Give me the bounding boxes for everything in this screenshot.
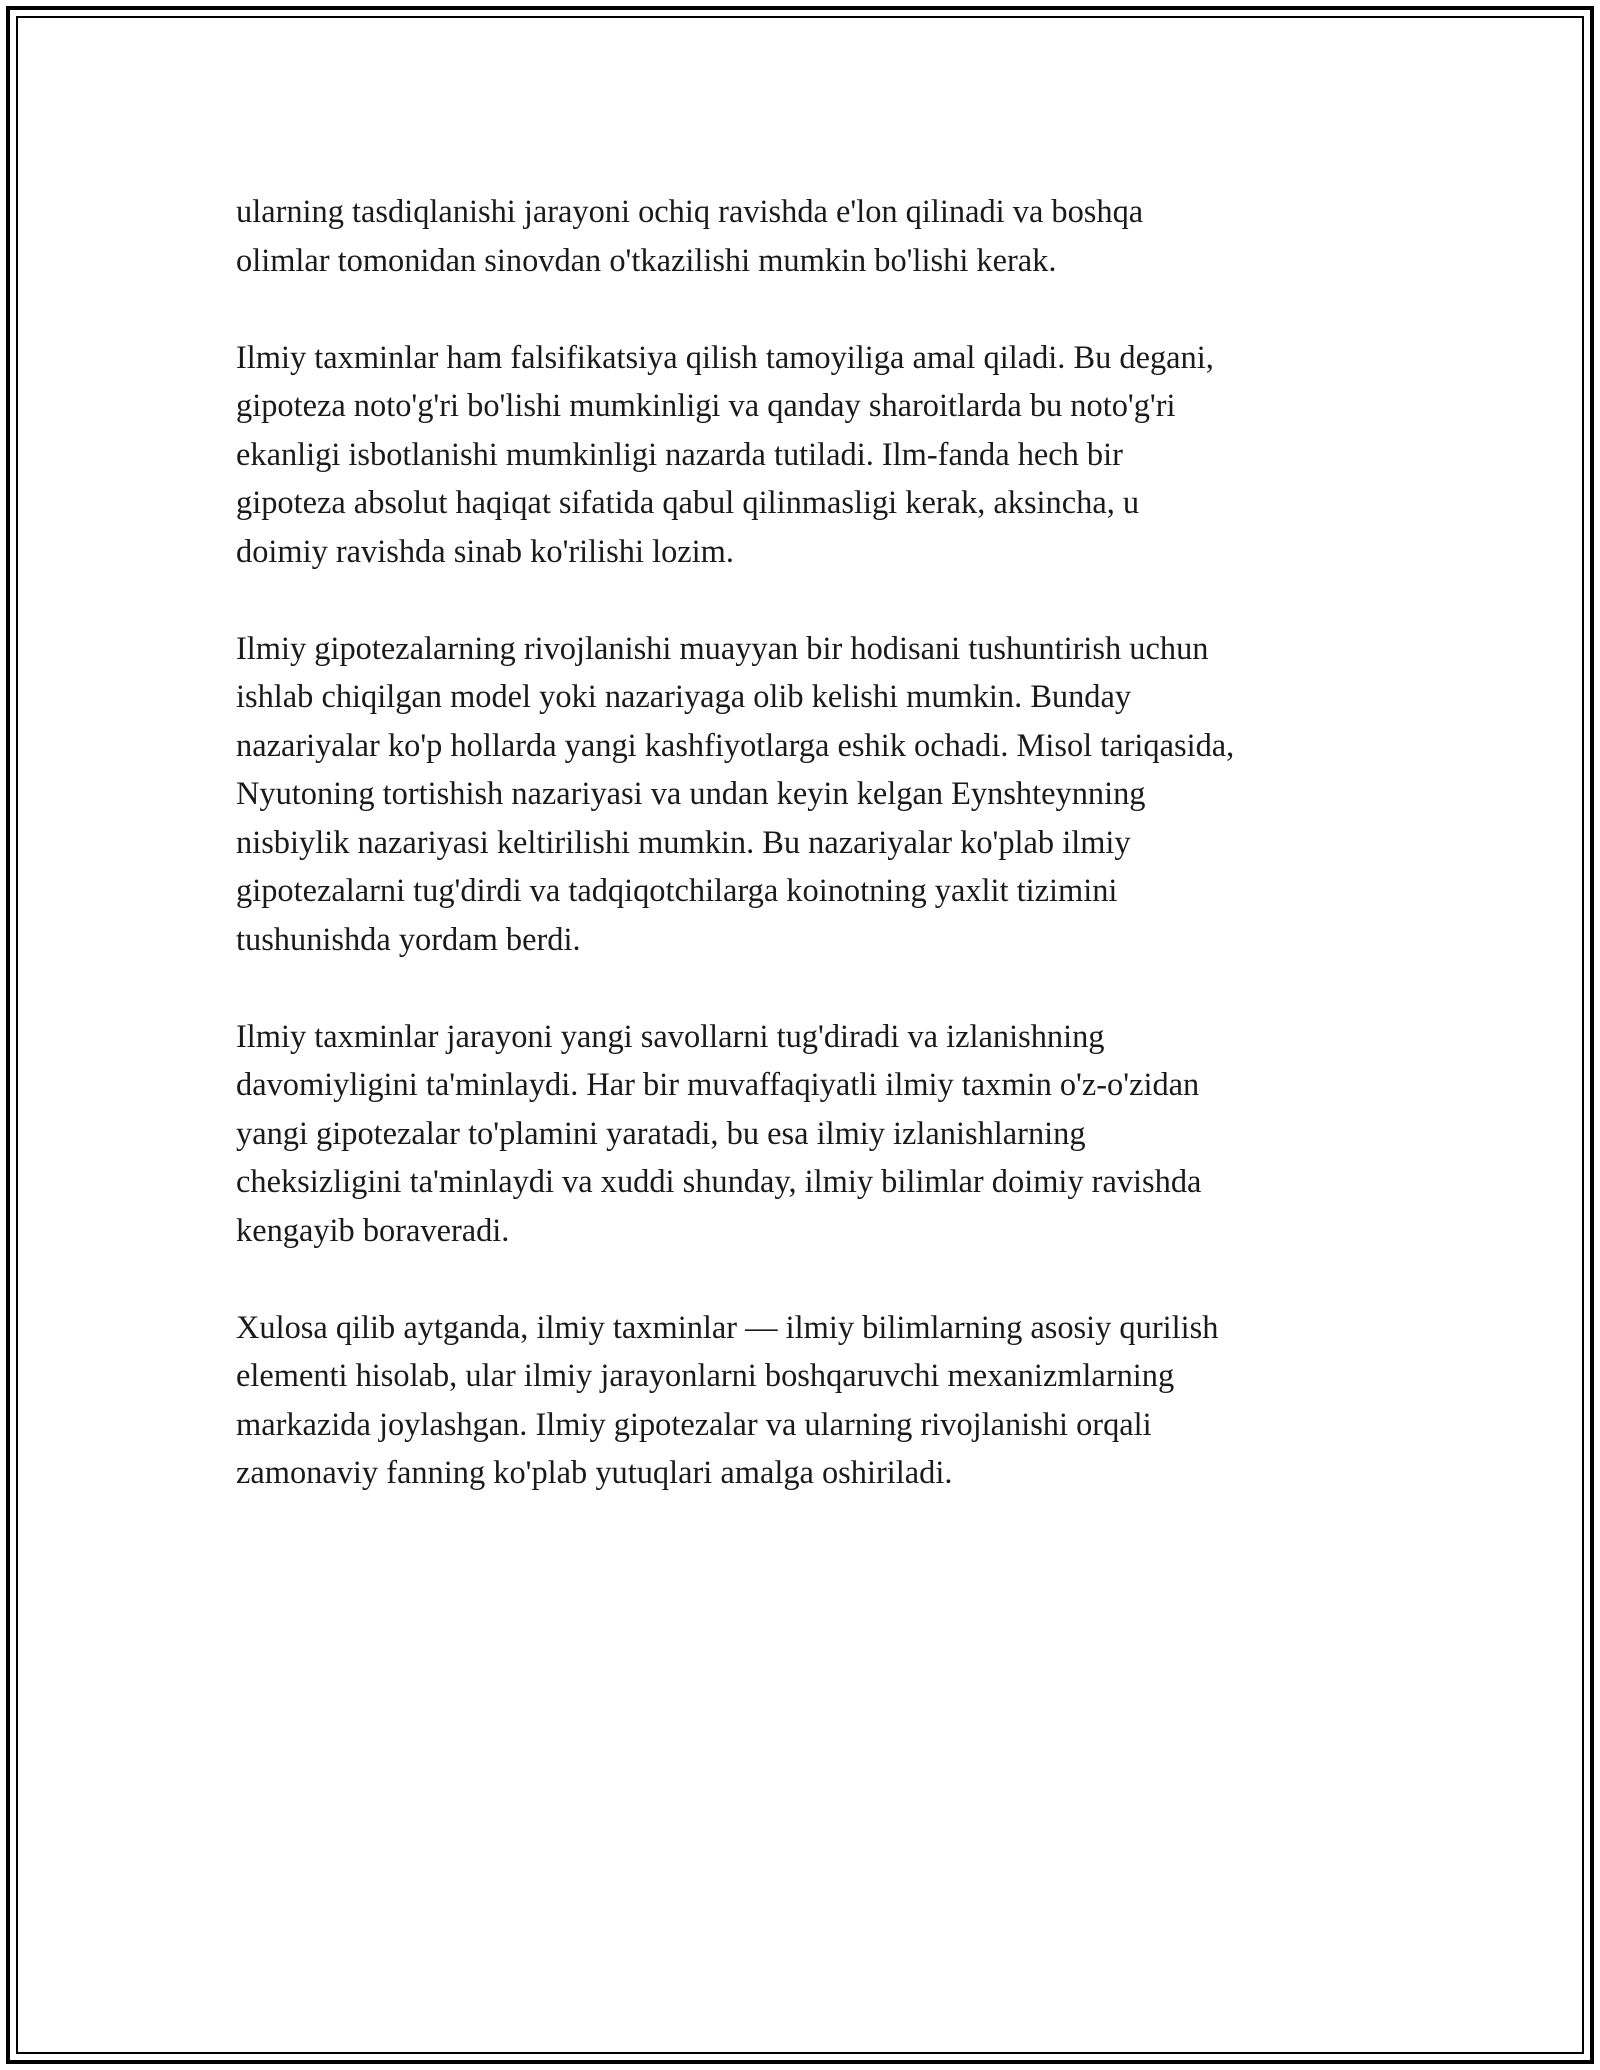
text-line: kengayib boraveradi.	[236, 1212, 510, 1249]
text-line: ishlab chiqilgan model yoki nazariyaga olib kelishi mumkin. Bunday	[236, 679, 1132, 715]
text-line: Ilmiy taxminlar ham falsifikatsiya qilish tamoyiliga amal qiladi. Bu degani,	[236, 339, 1214, 376]
text-line: Ilmiy gipotezalarning rivojlanishi muayyan bir hodisani tushuntirish uchun	[236, 630, 1209, 667]
text-line: Ilmiy taxminlar jarayoni yangi savollarni tug'diradi va izlanishning	[236, 1018, 1105, 1055]
text-line: yangi gipotezalar to'plamini yaratadi, bu esa ilmiy izlanishlarning	[236, 1115, 1086, 1152]
text-line: ularning tasdiqlanishi jarayoni ochiq ravishda e'lon qilinadi va boshqa	[236, 194, 1144, 230]
text-line: nazariyalar ko'p hollarda yangi kashfiyotlarga eshik ochadi. Misol tariqasida,	[236, 727, 1235, 764]
text-line: nisbiylik nazariyasi keltirilishi mumkin. Bu nazariyalar ko'plab ilmiy	[236, 824, 1131, 861]
paragraph-5	[236, 1304, 1386, 1498]
text-line: doimiy ravishda sinab ko'rilishi lozim.	[236, 533, 734, 570]
text-line: gipoteza noto'g'ri bo'lishi mumkinligi va qanday sharoitlarda bu noto'g'ri	[236, 388, 1176, 424]
text-line: ekanligi isbotlanishi mumkinligi nazarda tutiladi. Ilm-fanda hech bir	[236, 436, 1123, 473]
text-line: gipotezalarni tug'dirdi va tadqiqotchilarga koinotning yaxlit tizimini	[236, 873, 1118, 909]
text-line: tushunishda yordam berdi.	[236, 921, 581, 958]
text-line: olimlar tomonidan sinovdan o'tkazilishi mumkin bo'lishi kerak.	[236, 242, 1057, 279]
text-line: Xulosa qilib aytganda, ilmiy taxminlar — ilmiy bilimlarning asosiy qurilish	[236, 1309, 1219, 1346]
paragraph-2	[236, 334, 1386, 577]
paragraph-1	[236, 188, 1386, 285]
paragraph-3	[236, 625, 1386, 965]
text-line: Nyutoning tortishish nazariyasi va undan keyin kelgan Eynshteynning	[236, 776, 1146, 812]
text-line: gipoteza absolut haqiqat sifatida qabul qilinmasligi kerak, aksincha, u	[236, 485, 1140, 521]
text-line: davomiyligini ta'minlaydi. Har bir muvaffaqiyatli ilmiy taxmin o'z-o'zidan	[236, 1067, 1200, 1103]
paragraph-4	[236, 1013, 1386, 1256]
text-line: zamonaviy fanning ko'plab yutuqlari amalga oshiriladi.	[236, 1455, 953, 1491]
document-body	[236, 188, 1386, 1546]
text-line: elementi hisolab, ular ilmiy jarayonlarni boshqaruvchi mexanizmlarning	[236, 1358, 1175, 1394]
text-line: markazida joylashgan. Ilmiy gipotezalar va ularning rivojlanishi orqali	[236, 1406, 1152, 1443]
text-line: cheksizligini ta'minlaydi va xuddi shunday, ilmiy bilimlar doimiy ravishda	[236, 1164, 1202, 1200]
